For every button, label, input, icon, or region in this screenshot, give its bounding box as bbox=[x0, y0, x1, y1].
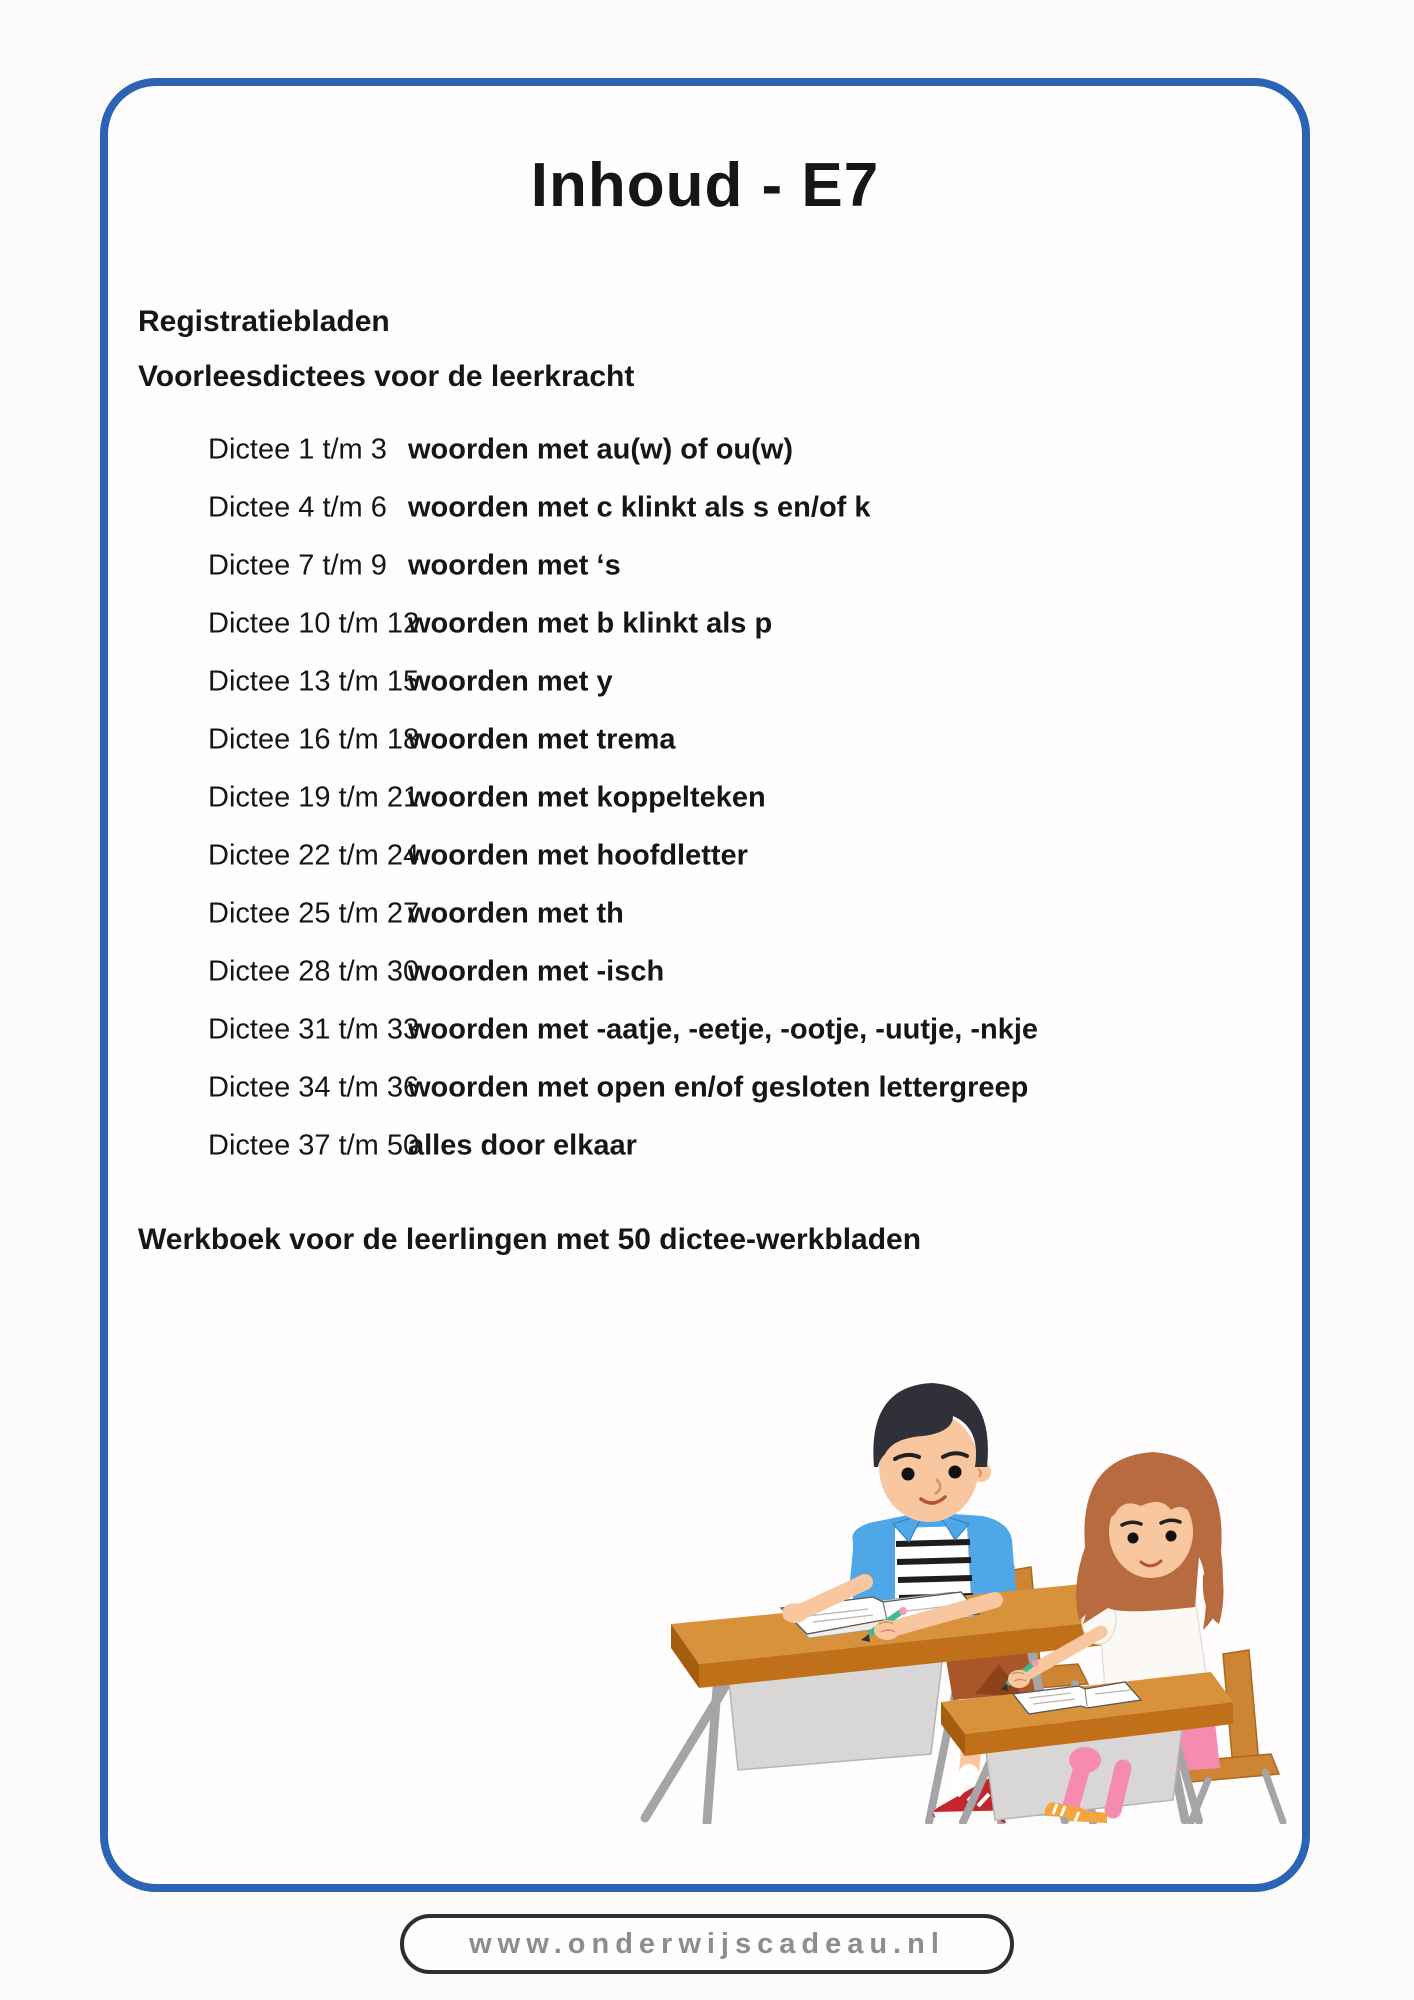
dictation-range: Dictee 34 t/m 36 bbox=[208, 1071, 420, 1104]
dictation-topic: woorden met b klinkt als p bbox=[408, 607, 773, 640]
dictation-range: Dictee 7 t/m 9 bbox=[208, 549, 387, 582]
section-heading-registration: Registratiebladen bbox=[138, 305, 390, 338]
dictation-range: Dictee 19 t/m 21 bbox=[208, 781, 420, 814]
dictation-row bbox=[108, 885, 1302, 943]
dictation-range: Dictee 4 t/m 6 bbox=[208, 491, 387, 524]
dictation-topic: woorden met koppelteken bbox=[408, 781, 766, 814]
dictation-range: Dictee 16 t/m 18 bbox=[208, 723, 420, 756]
dictation-topic: woorden met au(w) of ou(w) bbox=[408, 433, 794, 466]
dictation-topic: woorden met th bbox=[408, 897, 624, 930]
dictation-row bbox=[108, 1117, 1302, 1175]
dictation-row bbox=[108, 421, 1302, 479]
dictation-topic: woorden met hoofdletter bbox=[408, 839, 748, 872]
dictation-range: Dictee 31 t/m 33 bbox=[208, 1013, 420, 1046]
dictation-range: Dictee 28 t/m 30 bbox=[208, 955, 420, 988]
footer-url-badge[interactable] bbox=[400, 1914, 1014, 1974]
dictation-row bbox=[108, 653, 1302, 711]
dictation-row bbox=[108, 943, 1302, 1001]
children-writing-illustration bbox=[523, 1372, 1305, 1824]
dictation-row bbox=[108, 711, 1302, 769]
dictation-row bbox=[108, 827, 1302, 885]
dictation-row bbox=[108, 537, 1302, 595]
section-heading-workbook: Werkboek voor de leerlingen met 50 dictee-werkbladen bbox=[138, 1223, 922, 1256]
dictation-topic: woorden met ‘s bbox=[408, 549, 621, 582]
dictation-list bbox=[108, 421, 1302, 1175]
dictation-topic: woorden met trema bbox=[408, 723, 676, 756]
dictation-range: Dictee 13 t/m 15 bbox=[208, 665, 420, 698]
dictation-range: Dictee 22 t/m 24 bbox=[208, 839, 420, 872]
dictation-topic: woorden met open en/of gesloten lettergreep bbox=[408, 1071, 1029, 1104]
dictation-topic: woorden met -isch bbox=[408, 955, 665, 988]
dictation-topic: woorden met y bbox=[408, 665, 613, 698]
section-heading-dictations: Voorleesdictees voor de leerkracht bbox=[138, 360, 635, 393]
footer-url-text: www.onderwijscadeau.nl bbox=[469, 1927, 945, 1960]
page-title: Inhoud - E7 bbox=[530, 151, 880, 220]
dictation-topic: woorden met -aatje, -eetje, -ootje, -uutje, -nkje bbox=[408, 1013, 1039, 1046]
dictation-row bbox=[108, 1001, 1302, 1059]
dictation-row bbox=[108, 595, 1302, 653]
dictation-range: Dictee 10 t/m 12 bbox=[208, 607, 420, 640]
dictation-range: Dictee 37 t/m 50 bbox=[208, 1129, 420, 1162]
dictation-row bbox=[108, 479, 1302, 537]
dictation-row bbox=[108, 769, 1302, 827]
dictation-range: Dictee 1 t/m 3 bbox=[208, 433, 387, 466]
page-border-frame bbox=[100, 78, 1310, 1892]
dictation-range: Dictee 25 t/m 27 bbox=[208, 897, 420, 930]
dictation-topic: woorden met c klinkt als s en/of k bbox=[408, 491, 871, 524]
dictation-row bbox=[108, 1059, 1302, 1117]
dictation-topic: alles door elkaar bbox=[408, 1129, 637, 1162]
